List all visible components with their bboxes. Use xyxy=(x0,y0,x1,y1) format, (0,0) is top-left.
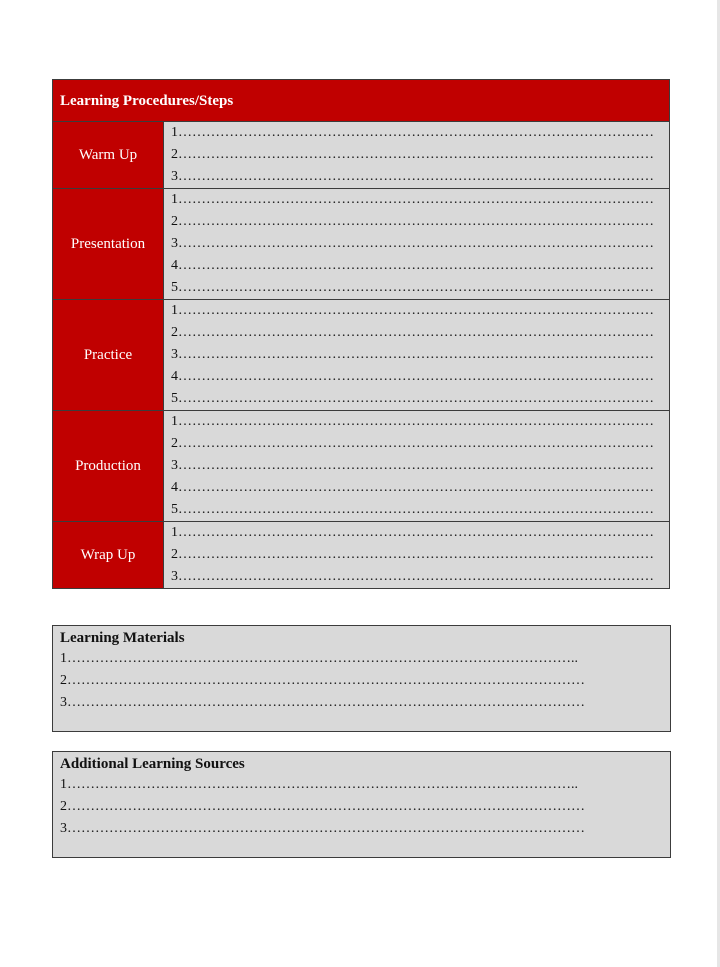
step-line: 3………………………………………………………………………………………… xyxy=(171,347,654,362)
material-line: 3………………………………………………………………………………………………… xyxy=(60,695,585,710)
stage-lines xyxy=(164,522,669,588)
step-line: 2………………………………………………………………………………………… xyxy=(171,214,654,229)
learning-procedures-table xyxy=(52,79,670,589)
stage-lines xyxy=(164,189,669,299)
stage-wrap-up xyxy=(53,522,669,588)
step-line: 1………………………………………………………………………………………… xyxy=(171,525,654,540)
material-line: 1……………………………………………………………………………………………….. xyxy=(60,651,578,666)
step-line: 3………………………………………………………………………………………… xyxy=(171,458,654,473)
stage-lines xyxy=(164,122,669,188)
stage-label: Warm Up xyxy=(53,122,164,188)
stage-lines xyxy=(164,411,669,521)
additional-learning-sources-box xyxy=(52,751,671,858)
step-line: 1………………………………………………………………………………………… xyxy=(171,414,654,429)
step-line: 3………………………………………………………………………………………… xyxy=(171,569,654,584)
step-line: 3………………………………………………………………………………………… xyxy=(171,169,654,184)
procedures-title: Learning Procedures/Steps xyxy=(53,80,669,122)
additional-learning-sources-title: Additional Learning Sources xyxy=(60,756,245,772)
stage-label: Wrap Up xyxy=(53,522,164,588)
stage-presentation xyxy=(53,189,669,300)
step-line: 4………………………………………………………………………………………… xyxy=(171,369,654,384)
stage-production xyxy=(53,411,669,522)
step-line: 2………………………………………………………………………………………… xyxy=(171,325,654,340)
step-line: 4………………………………………………………………………………………… xyxy=(171,480,654,495)
step-line: 5………………………………………………………………………………………… xyxy=(171,280,654,295)
source-line: 1……………………………………………………………………………………………….. xyxy=(60,777,578,792)
step-line: 1………………………………………………………………………………………… xyxy=(171,192,654,207)
learning-materials-box xyxy=(52,625,671,732)
stage-lines xyxy=(164,300,669,410)
step-line: 5………………………………………………………………………………………… xyxy=(171,391,654,406)
material-line: 2………………………………………………………………………………………………… xyxy=(60,673,585,688)
step-line: 2………………………………………………………………………………………… xyxy=(171,147,654,162)
step-line: 2………………………………………………………………………………………… xyxy=(171,547,654,562)
stage-practice xyxy=(53,300,669,411)
step-line: 1………………………………………………………………………………………… xyxy=(171,125,654,140)
stage-warm-up xyxy=(53,122,669,189)
learning-materials-title: Learning Materials xyxy=(60,630,185,646)
source-line: 3………………………………………………………………………………………………… xyxy=(60,821,585,836)
source-line: 2………………………………………………………………………………………………… xyxy=(60,799,585,814)
step-line: 1………………………………………………………………………………………… xyxy=(171,303,654,318)
stage-label: Production xyxy=(53,411,164,521)
stage-label: Practice xyxy=(53,300,164,410)
step-line: 5………………………………………………………………………………………… xyxy=(171,502,654,517)
stage-label: Presentation xyxy=(53,189,164,299)
step-line: 4………………………………………………………………………………………… xyxy=(171,258,654,273)
step-line: 2………………………………………………………………………………………… xyxy=(171,436,654,451)
step-line: 3………………………………………………………………………………………… xyxy=(171,236,654,251)
